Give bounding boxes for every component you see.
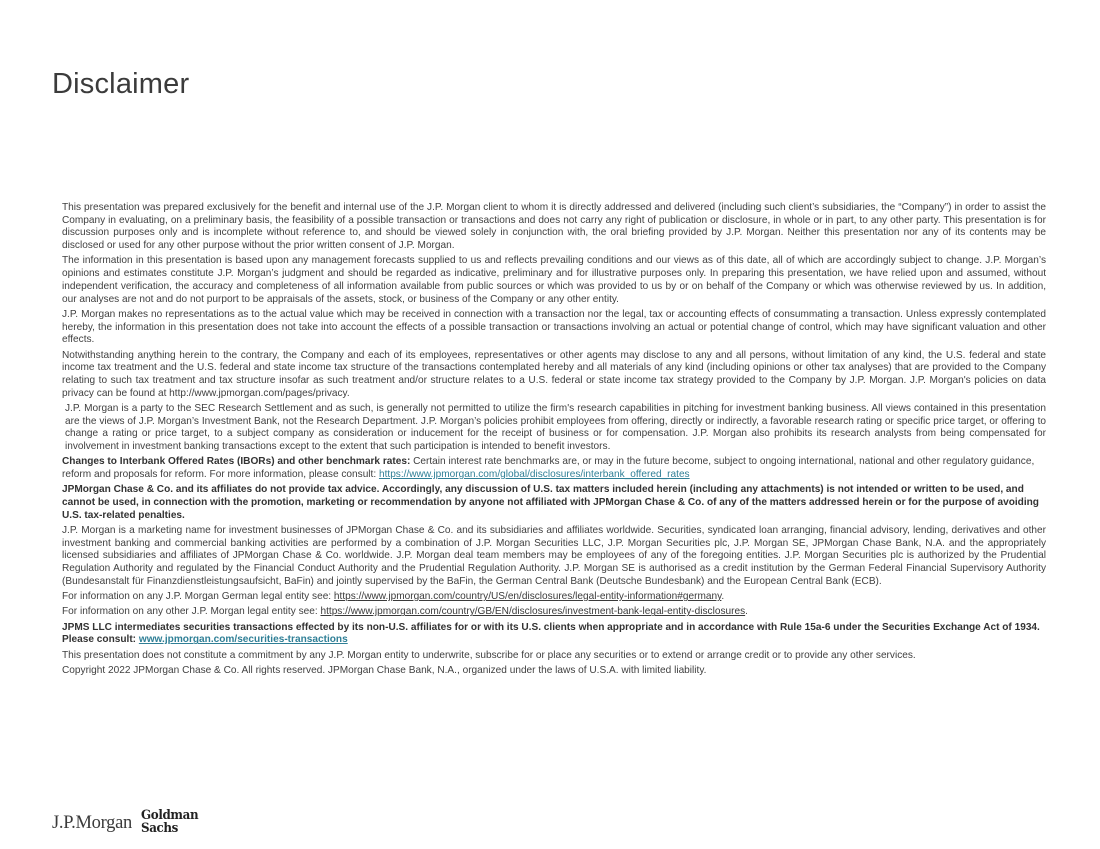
disclaimer-paragraph-research-settlement: J.P. Morgan is a party to the SEC Research Settlement and as such, is generally not permitted to utilize the firm's research capabilities in pitching for investment banking business. All views contained in this presentation are the views of J.P. Morgan’s Investment Bank, not the Research Department. J.P. Morgan’s policies prohibit employees from offering, directly or indirectly, a favorable research rating or specific price target, or offering to change a rating or price target, to a subject company as consideration or inducement for the receipt of business or for compensation. J.P. Morgan also prohibits its research analysts from being compensated for involvement in investment banking transactions except to the extent that such participation is intended to benefit investors. (65, 402, 1046, 453)
ibor-heading: Changes to Interbank Offered Rates (IBORs) and other benchmark rates: (62, 456, 411, 468)
disclaimer-paragraph-tax-disclosure: Notwithstanding anything herein to the contrary, the Company and each of its employees, representatives or other agents may disclose to any and all persons, without limitation of any kind, the U.S. federal and state income tax treatment and the U.S. federal and state income tax structure of the transactions contemplated hereby and all materials of any kind (including opinions or other tax analyses) that are provided to the Company relating to such tax treatment and tax structure insofar as such treatment and/or structure relates to a U.S. federal or state income tax strategy provided to the Company by J.P. Morgan. J.P. Morgan's policies on data privacy can be found at http://www.jpmorgan.com/pages/privacy. (62, 349, 1046, 399)
german-entity-text: For information on any J.P. Morgan German legal entity see: (62, 591, 334, 603)
disclaimer-paragraph-marketing-name: J.P. Morgan is a marketing name for investment businesses of JPMorgan Chase & Co. and its subsidiaries and affiliates worldwide. Securities, syndicated loan arranging, financial advisory, lending, derivatives and other investment banking and commercial banking activities are performed by a combination of J.P. Morgan Securities LLC, J.P. Morgan Securities plc, J.P. Morgan SE, JPMorgan Chase Bank, N.A. and the appropriately licensed subsidiaries and affiliates of JPMorgan Chase & Co. worldwide. J.P. Morgan deal team members may be employees of any of the foregoing entities. J.P. Morgan Securities plc is authorized by the Prudential Regulation Authority and regulated by the Financial Conduct Authority and the Prudential Regulation Authority. J.P. Morgan SE is authorised as a credit institution by the German Federal Financial Supervisory Authority (Bundesanstalt für Finanzdienstleistungsaufsicht, BaFin) and jointly supervised by the BaFin, the German Central Bank (Deutsche Bundesbank) and the European Central Bank (ECB). (62, 525, 1046, 587)
goldman-sachs-logo-line2: Sachs (140, 820, 178, 836)
disclaimer-paragraph-confidentiality: This presentation was prepared exclusively for the benefit and internal use of the J.P. Morgan client to whom it is directly addressed and delivered (including such client’s subsidiaries, the “Company”) in order to assist the Company in evaluating, on a preliminary basis, the feasibility of a possible transaction or transactions and does not carry any right of publication or disclosure, in whole or in part, to any other party. This presentation is for discussion purposes only and is incomplete without reference to, and should be viewed solely in conjunction with, the oral briefing provided by J.P. Morgan. Neither this presentation nor any of its contents may be disclosed or used for any other purpose without the prior written consent of J.P. Morgan. (62, 202, 1046, 252)
jpms-rule-text: JPMS LLC intermediates securities transactions effected by its non-U.S. affiliates for or with its U.S. clients when appropriate and in accordance with Rule 15a-6 under the Securities Exchange Act of 1934. Please consult: (62, 621, 1040, 646)
disclaimer-paragraph-jpms-rule (62, 622, 1046, 647)
disclaimer-paragraph-no-representations: J.P. Morgan makes no representations as to the actual value which may be received in connection with a transaction nor the legal, tax or accounting effects of consummating a transaction. Unless expressly contemplated hereby, the information in this presentation does not take into account the effects of a possible transaction or transactions involving an actual or potential change of control, which may have significant valuation and other effects. (62, 308, 1046, 346)
german-entity-period: . (721, 591, 725, 603)
jpmorgan-logo: J.P.Morgan (52, 813, 132, 833)
german-entity-link[interactable]: https://www.jpmorgan.com/country/US/en/disclosures/legal-entity-information#germany (333, 591, 722, 603)
page-title: Disclaimer (52, 68, 190, 100)
other-entity-link[interactable]: https://www.jpmorgan.com/country/GB/EN/disclosures/investment-bank-legal-entity-disclosures (320, 606, 746, 618)
disclaimer-body (62, 202, 1046, 680)
footer-logos (52, 810, 205, 835)
ibor-disclosure-link[interactable]: https://www.jpmorgan.com/global/disclosures/interbank_offered_rates (378, 469, 690, 481)
disclaimer-paragraph-information-basis: The information in this presentation is based upon any management forecasts supplied to us and reflects prevailing conditions and our views as of this date, all of which are accordingly subject to change. J.P. Morgan’s opinions and estimates constitute J.P. Morgan’s judgment and should be regarded as indicative, preliminary and for illustrative purposes only. In preparing this presentation, we have relied upon and assumed, without independent verification, the accuracy and completeness of all information available from public sources or which was provided to us by or on behalf of the Company or which was otherwise reviewed by us. In addition, our analyses are not and do not purport to be appraisals of the assets, stock, or business of the Company or any other entity. (62, 255, 1046, 305)
disclaimer-paragraph-german-entity (62, 591, 1046, 604)
other-entity-text: For information on any other J.P. Morgan legal entity see: (62, 606, 321, 618)
disclaimer-paragraph-ibor (62, 456, 1046, 481)
other-entity-period: . (745, 606, 748, 618)
disclaimer-paragraph-other-entity (62, 606, 1046, 619)
goldman-sachs-logo (141, 810, 198, 835)
disclaimer-paragraph-no-tax-advice: JPMorgan Chase & Co. and its affiliates do not provide tax advice. Accordingly, any discussion of U.S. tax matters included herein (including any attachments) is not intended or written to be used, and cannot be used, in connection with the promotion, marketing or recommendation by anyone not affiliated with JPMorgan Chase & Co. of any of the matters addressed herein or for the purpose of avoiding U.S. tax-related penalties. (62, 484, 1039, 521)
goldman-sachs-logo-line1: Goldman (140, 808, 199, 823)
ibor-text: Certain interest rate benchmarks are, or may in the future become, subject to ongoing international, national and other regulatory guidance, reform and proposals for reform. For more information, please consult: (62, 456, 1035, 481)
securities-transactions-link[interactable]: www.jpmorgan.com/securities-transactions (138, 634, 348, 646)
disclaimer-paragraph-copyright: Copyright 2022 JPMorgan Chase & Co. All rights reserved. JPMorgan Chase Bank, N.A., organized under the laws of U.S.A. with limited liability. (62, 665, 707, 677)
disclaimer-paragraph-no-commitment: This presentation does not constitute a commitment by any J.P. Morgan entity to underwrite, subscribe for or place any securities or to extend or arrange credit or to provide any other services. (62, 649, 916, 661)
